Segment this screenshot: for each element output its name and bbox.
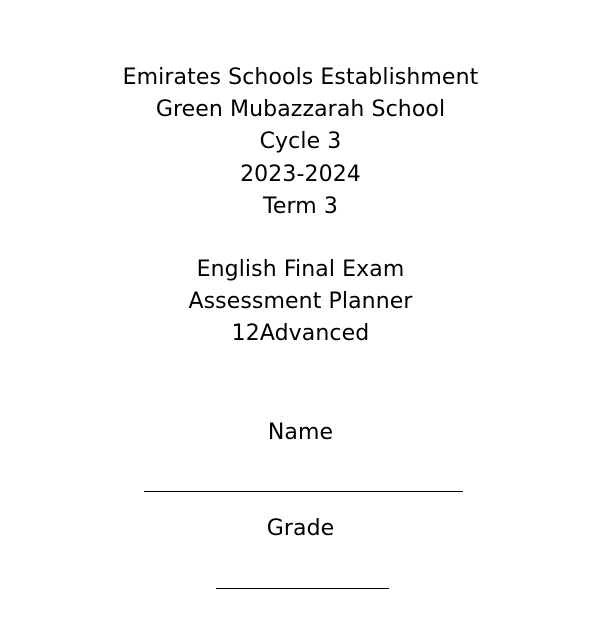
- term-label: Term 3: [263, 194, 338, 219]
- grade-blank-line: [216, 588, 389, 589]
- exam-subtitle: Assessment Planner: [188, 289, 413, 314]
- school-name: Green Mubazzarah School: [155, 97, 446, 122]
- academic-year: 2023-2024: [240, 162, 361, 187]
- establishment-name: Emirates Schools Establishment: [122, 65, 479, 90]
- grade-label: Grade: [266, 516, 335, 541]
- name-label: Name: [267, 420, 334, 445]
- name-blank-line: [144, 491, 463, 492]
- grade-level: 12Advanced: [231, 321, 370, 346]
- exam-title: English Final Exam: [196, 257, 405, 282]
- cycle-label: Cycle 3: [259, 129, 342, 154]
